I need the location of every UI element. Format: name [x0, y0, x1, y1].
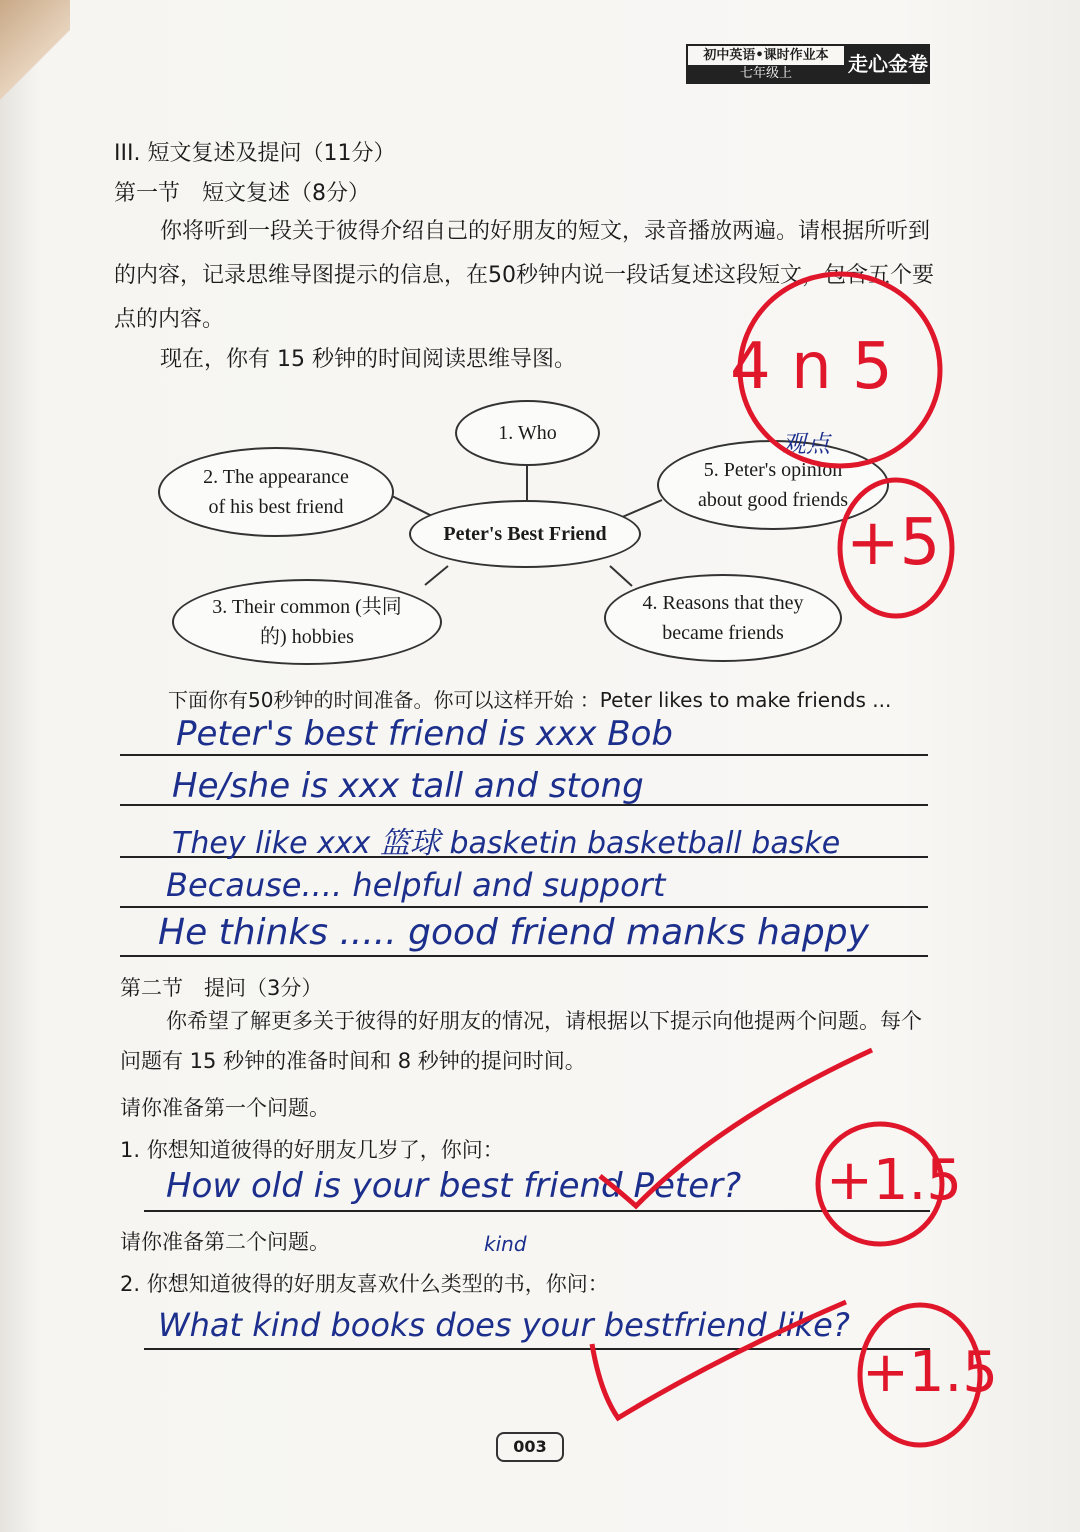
brand-logo: 走心金卷 — [846, 44, 930, 84]
score3-mark: +1.5 — [862, 1340, 998, 1405]
handwritten-answer-4: Because.... helpful and support — [166, 866, 666, 904]
handwritten-answer-3: They like xxx 篮球 basketin basketball baske — [172, 826, 841, 861]
page-number: 003 — [496, 1432, 564, 1462]
q1-handwritten-answer: How old is your best friend Peter? — [166, 1166, 742, 1206]
prep-instruction: 下面你有50秒钟的时间准备。你可以这样开始 ：Peter likes to make friends ... — [168, 688, 892, 712]
mindmap-node-hobbies: 3. Their common (共同的) hobbies — [172, 579, 442, 665]
part2-instructions: 你希望了解更多关于彼得的好朋友的情况，请根据以下提示向他提两个问题。每个问题有 15 秒钟的准备时间和 8 秒钟的提问时间。 — [120, 1009, 922, 1073]
handwritten-answer-5: He thinks ..... good friend manks happy — [158, 912, 869, 953]
handwritten-answer-2: He/she is xxx tall and stong — [172, 766, 644, 806]
section-title: III. 短文复述及提问（11分） — [114, 141, 396, 166]
score1-mark: +5 — [846, 506, 941, 580]
series-title: 初中英语•课时作业本 — [703, 48, 829, 63]
opinion-handwritten-note: 观点 — [782, 430, 830, 458]
mindmap-node-reasons: 4. Reasons that they became friends — [604, 574, 842, 662]
mindmap-node-appearance: 2. The appearance of his best friend — [158, 447, 394, 537]
handwritten-answer-1: Peter's best friend is xxx Bob — [176, 714, 673, 754]
q2-prep: 请你准备第二个问题。 — [120, 1230, 330, 1254]
part1-title: 第一节 短文复述（8分） — [114, 181, 370, 206]
top-score-mark: 4 n 5 — [730, 330, 893, 404]
q2-prompt: 2. 你想知道彼得的好朋友喜欢什么类型的书，你问： — [120, 1272, 609, 1296]
mindmap-node-who: 1. Who — [455, 400, 600, 466]
grade-label: 七年级上 — [688, 65, 844, 82]
reading-time-note: 现在，你有 15 秒钟的时间阅读思维导图。 — [160, 347, 576, 372]
score2-mark: +1.5 — [826, 1148, 962, 1213]
q2-handwritten-note: kind — [484, 1232, 527, 1256]
mindmap-center-node: Peter's Best Friend — [409, 500, 641, 568]
mindmap-node-opinion: 5. Peter's opinion about good friends — [657, 440, 889, 530]
check-mark-q2 — [592, 1302, 846, 1418]
part1-instructions: 你将听到一段关于彼得介绍自己的好朋友的短文，录音播放两遍。请根据所听到的内容，记录思维导图提示的信息，在50秒钟内说一段话复述这段短文，包含五个要点的内容。 — [114, 219, 934, 332]
q1-prep: 请你准备第一个问题。 — [120, 1096, 330, 1120]
part2-title: 第二节 提问（3分） — [120, 976, 323, 1000]
q1-prompt: 1. 你想知道彼得的好朋友几岁了，你问： — [120, 1138, 504, 1162]
q2-handwritten-answer: What kind books does your bestfriend like? — [158, 1306, 850, 1344]
